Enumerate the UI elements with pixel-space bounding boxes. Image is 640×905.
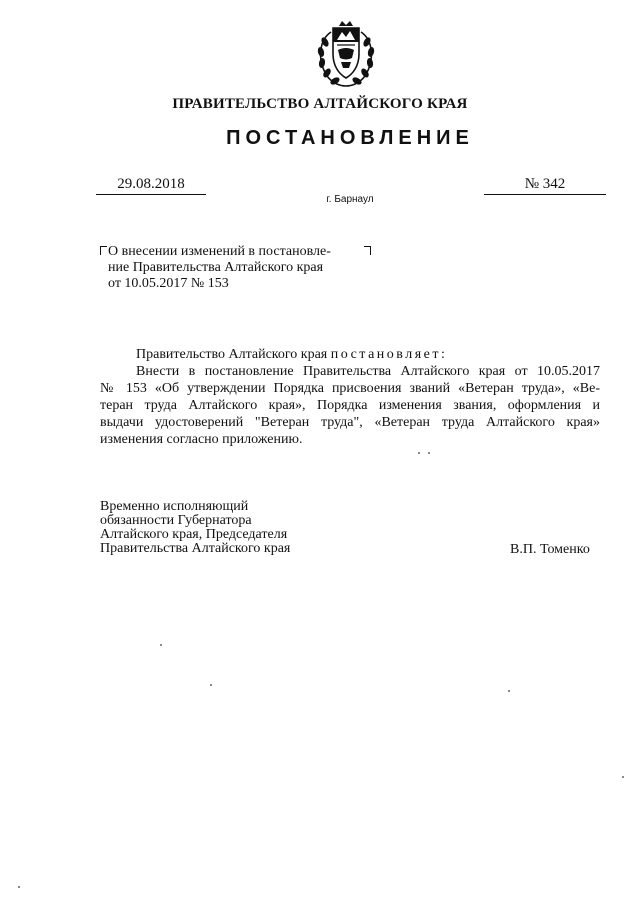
preamble-start: Правительство Алтайского края <box>136 347 331 362</box>
body-line: № 153 «Об утверждении Порядка присвоения званий «Ветеран труда», «Ве- <box>100 381 600 396</box>
body-line: Внести в постановление Правительства Алтайского края от 10.05.2017 <box>136 364 600 379</box>
scan-speck <box>428 452 430 454</box>
issue-city: г. Барнаул <box>326 194 374 205</box>
scan-speck <box>210 684 212 686</box>
scan-speck <box>622 776 624 778</box>
scan-speck <box>160 644 162 646</box>
subject-line: ние Правительства Алтайского края <box>108 260 324 275</box>
scan-speck <box>418 452 420 454</box>
body-paragraph <box>100 363 600 448</box>
signer-position-line: Правительства Алтайского края <box>100 541 291 556</box>
signer-position-line: Временно исполняющий <box>100 499 249 514</box>
document-number: № 342 <box>484 176 606 195</box>
subject-line: О внесении изменений в постановле- <box>108 244 331 259</box>
body-line: изменения согласно приложению. <box>100 432 303 447</box>
scan-speck <box>18 886 20 888</box>
signer-position-line: Алтайского края, Председателя <box>100 527 288 542</box>
preamble <box>136 346 447 363</box>
signer-position-line: обязанности Губернатора <box>100 513 252 528</box>
altai-krai-coat-of-arms-icon <box>311 18 381 90</box>
government-name: ПРАВИТЕЛЬСТВО АЛТАЙСКОГО КРАЯ <box>172 96 468 112</box>
subject-line: от 10.05.2017 № 153 <box>108 276 229 291</box>
body-line: выдачи удостоверений "Ветеран труда", «Ветеран труда Алтайского края» <box>100 415 600 430</box>
preamble-verb: постановляет: <box>330 347 448 362</box>
signer-name: В.П. Томенко <box>510 542 590 557</box>
document-date: 29.08.2018 <box>96 176 206 195</box>
signer-position <box>100 500 290 556</box>
subject-corner-left <box>100 246 107 255</box>
body-line: теран труда Алтайского края», Порядка изменения звания, оформления и <box>100 398 600 413</box>
document-subject <box>108 244 370 292</box>
document-type-title: ПОСТАНОВЛЕНИЕ <box>226 127 474 149</box>
scan-speck <box>508 690 510 692</box>
